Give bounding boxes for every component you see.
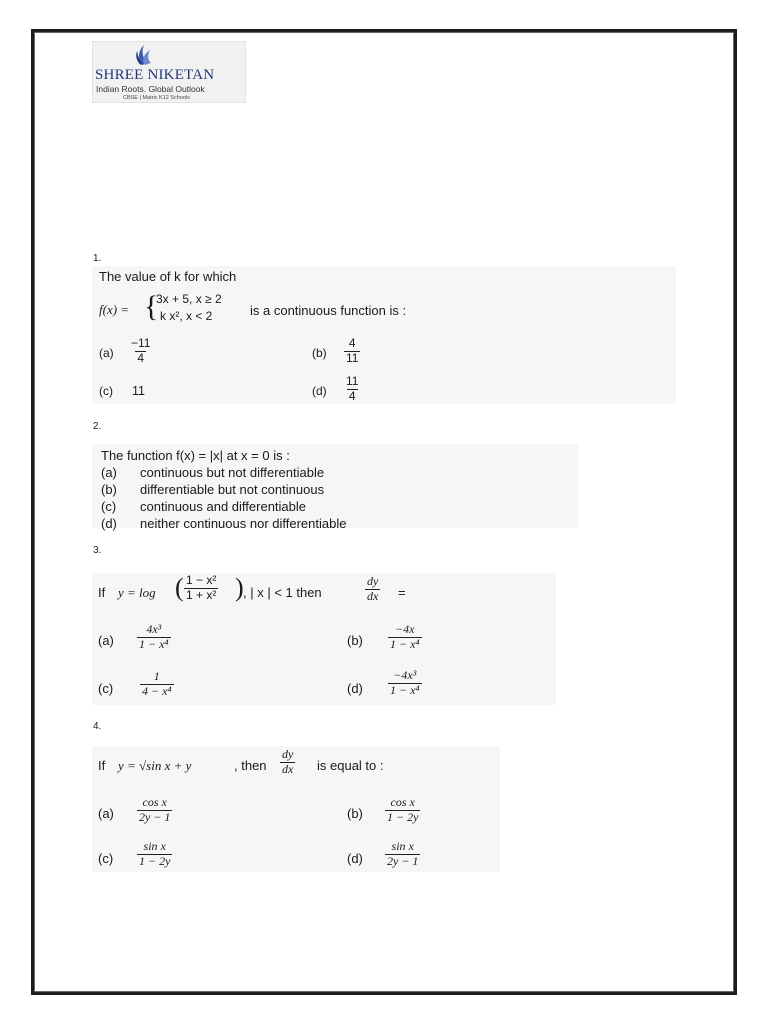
option-fraction — [344, 375, 360, 404]
fraction-numerator: −11 — [131, 336, 151, 350]
option-fraction — [137, 796, 172, 825]
question-number: 2. — [93, 421, 102, 432]
logo-tagline: Indian Roots. Global Outlook — [96, 84, 205, 94]
option-label: (d) — [347, 681, 363, 696]
fraction-numerator: −4x³ — [393, 668, 417, 682]
logo-school-name: SHREE NIKETAN — [95, 67, 215, 83]
equation-lhs: y = log — [118, 585, 156, 600]
option-label: (a) — [99, 346, 114, 360]
option-fraction — [129, 337, 152, 366]
question-stem: The function f(x) = |x| at x = 0 is : — [101, 448, 290, 463]
fraction-numerator: −4x — [395, 622, 415, 636]
option-fraction — [385, 796, 420, 825]
fraction-numerator: sin x — [143, 839, 166, 853]
piecewise-case-2: k x², x < 2 — [160, 309, 213, 323]
question-number: 1. — [93, 253, 102, 264]
question-4-box — [92, 746, 500, 872]
derivative-fraction — [280, 748, 295, 777]
fraction-denominator: 1 − x⁴ — [390, 682, 420, 697]
option-label: (b) — [347, 633, 363, 648]
question-if: If — [98, 758, 106, 773]
option-label: (c) — [101, 499, 117, 514]
fraction-numerator: 1 — [153, 669, 160, 683]
option-label: (a) — [98, 633, 114, 648]
school-logo — [92, 41, 246, 103]
fraction-numerator: 1 − x² — [186, 573, 217, 587]
option-fraction — [388, 669, 422, 698]
option-label: (c) — [99, 384, 113, 398]
option-label: (c) — [98, 681, 114, 696]
option-fraction — [388, 623, 422, 652]
piecewise-case-1: 3x + 5, x ≥ 2 — [156, 292, 222, 306]
option-label: (b) — [312, 346, 327, 360]
question-1-box — [92, 266, 676, 404]
brace: { — [144, 290, 159, 323]
fraction-numerator: cos x — [390, 795, 415, 809]
option-fraction — [137, 623, 171, 652]
fraction-denominator: dx — [282, 761, 294, 776]
option-label: (a) — [98, 806, 114, 821]
option-label: (b) — [347, 806, 363, 821]
fraction-denominator: dx — [367, 588, 379, 603]
fraction-denominator: 4 — [137, 350, 145, 365]
fraction-denominator: 2y − 1 — [139, 809, 171, 824]
question-stem-tail: is a continuous function is : — [250, 303, 407, 318]
fraction-numerator: 4x³ — [146, 622, 162, 636]
option-text: continuous and differentiable — [140, 499, 306, 514]
option-text: 11 — [132, 384, 145, 398]
option-text: continuous but not differentiable — [140, 465, 325, 480]
question-3-box — [92, 573, 556, 705]
question-number: 4. — [93, 721, 102, 732]
question-2-box — [92, 444, 578, 531]
option-fraction — [137, 840, 172, 869]
question-stem-tail: is equal to : — [317, 758, 384, 773]
option-text: neither continuous nor differentiable — [140, 516, 347, 531]
fraction-denominator: 4 − x⁴ — [142, 683, 172, 698]
fraction-denominator: 1 − 2y — [387, 809, 419, 824]
option-label: (d) — [347, 851, 363, 866]
left-paren: ( — [175, 573, 184, 602]
fraction-numerator: 4 — [348, 336, 356, 350]
option-label: (d) — [312, 384, 327, 398]
log-fraction — [184, 574, 218, 603]
option-label: (c) — [98, 851, 114, 866]
option-text: differentiable but not continuous — [140, 482, 325, 497]
fraction-numerator: dy — [367, 574, 379, 588]
right-paren: ) — [235, 573, 244, 602]
derivative-fraction — [365, 575, 380, 604]
then-text: , then — [234, 758, 267, 773]
fraction-denominator: 1 − x⁴ — [390, 636, 420, 651]
option-fraction — [385, 840, 420, 869]
function-lhs: f(x) = — [99, 302, 130, 317]
question-stem: The value of k for which — [99, 269, 237, 284]
fraction-denominator: 1 − x⁴ — [139, 636, 169, 651]
fraction-numerator: sin x — [391, 839, 414, 853]
fraction-numerator: cos x — [142, 795, 167, 809]
option-label: (d) — [101, 516, 117, 531]
question-number: 3. — [93, 545, 102, 556]
flame-logo-icon — [128, 44, 158, 66]
fraction-denominator: 11 — [346, 350, 359, 365]
equals-sign: = — [398, 585, 406, 600]
fraction-denominator: 1 − 2y — [139, 853, 171, 868]
fraction-numerator: 11 — [346, 374, 359, 388]
question-if: If — [98, 585, 106, 600]
option-fraction — [344, 337, 360, 366]
option-label: (a) — [101, 465, 117, 480]
option-fraction — [140, 670, 174, 699]
fraction-numerator: dy — [282, 747, 294, 761]
logo-subtitle: CBSE | Matric K12 Schools — [123, 95, 190, 101]
option-label: (b) — [101, 482, 117, 497]
fraction-denominator: 4 — [348, 388, 356, 403]
equation-lhs: y = √sin x + y — [118, 758, 192, 773]
fraction-denominator: 2y − 1 — [387, 853, 419, 868]
condition-text: , | x | < 1 then — [243, 585, 322, 600]
fraction-denominator: 1 + x² — [186, 587, 217, 602]
